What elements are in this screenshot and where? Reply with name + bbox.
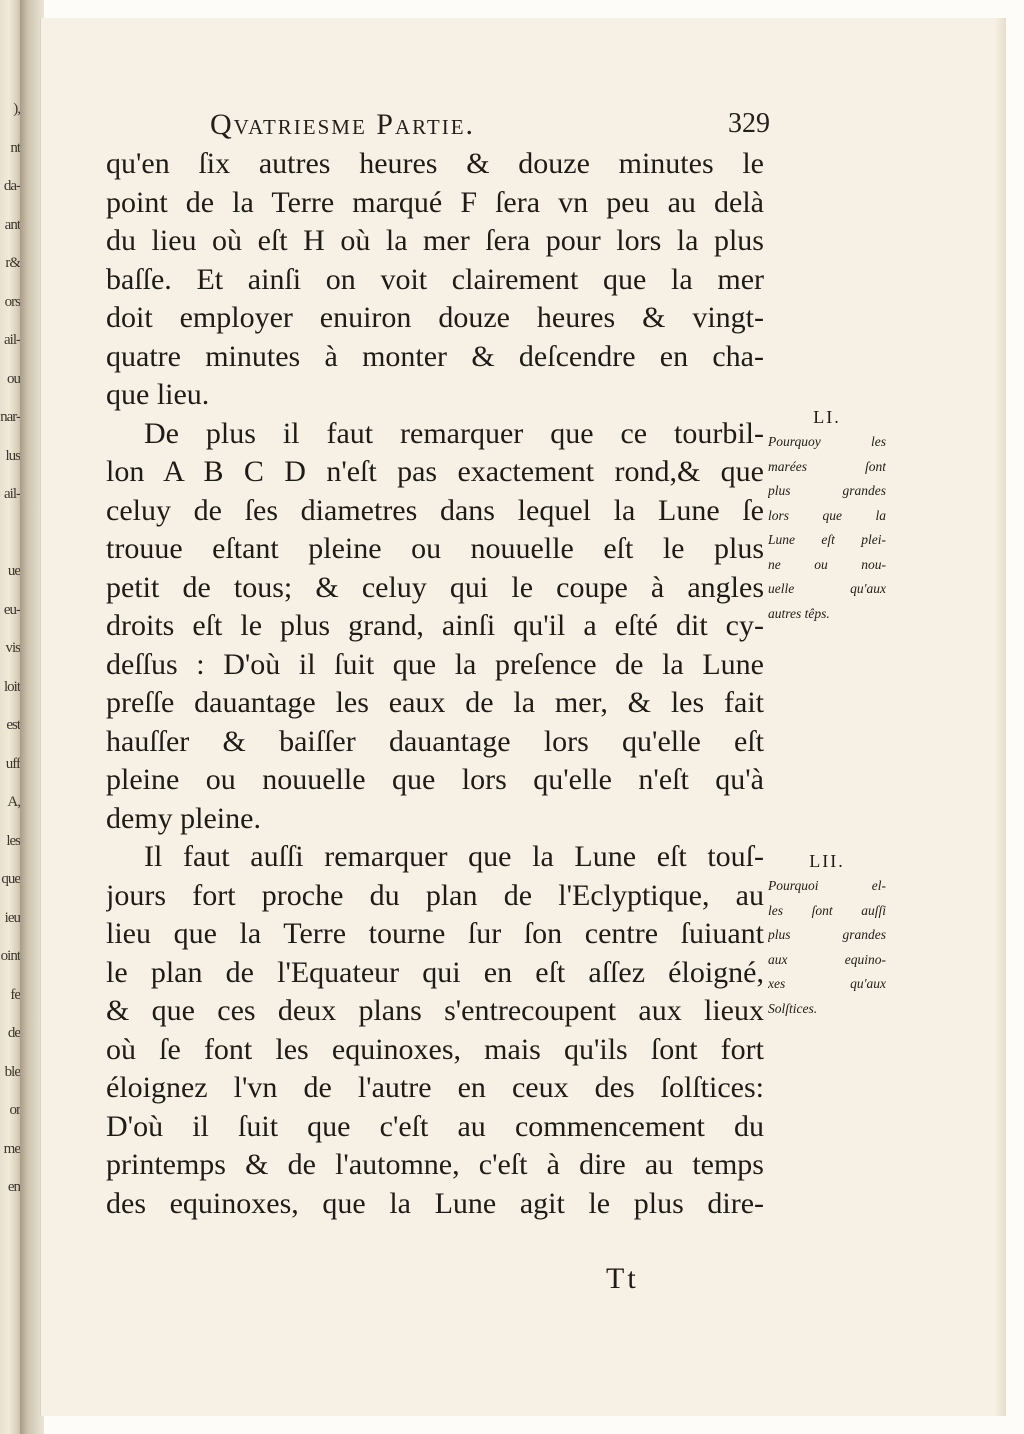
running-head (210, 108, 770, 148)
margin-note-line: Pourquoi el- (768, 878, 886, 893)
left-page-edge (0, 0, 22, 1434)
left-fragment: ail- (4, 486, 20, 502)
page-number: 329 (728, 108, 770, 139)
text-line: lon A B C D n'eſt pas exactement rond,& que (106, 455, 764, 488)
text-line: que lieu. (106, 378, 210, 411)
margin-note-line: ne ou nou- (768, 556, 886, 572)
text-line: jours fort proche du plan de l'Eclyptique, au (106, 878, 764, 912)
paragraph-start-line: De plus il faut remarquer que ce tourbil- (144, 416, 764, 450)
body-text (106, 145, 764, 1223)
margin-note-52 (768, 848, 886, 1021)
left-fragment: me (3, 1140, 20, 1157)
text-line: où ſe font les equinoxes, mais qu'ils ſont fort (106, 1032, 764, 1066)
left-fragment: ble (4, 1063, 20, 1080)
left-fragment: en (7, 1179, 20, 1195)
text-line: point de la Terre marqué F ſera vn peu au delà (106, 185, 764, 219)
left-fragment (0, 514, 20, 553)
margin-note-line: lors que la (768, 507, 886, 523)
margin-note-line: xes qu'aux (768, 976, 886, 991)
text-line: printemps & de l'automne, c'eſt à dire au temps (106, 1148, 764, 1181)
text-line: demy pleine. (106, 801, 261, 835)
margin-note-line: plus grandes (768, 927, 886, 942)
text-line: du lieu où eſt H où la mer ſera pour lors la plus (106, 224, 764, 257)
left-fragment: les (6, 832, 20, 849)
left-page-text-fragments (0, 90, 20, 1207)
left-fragment: eu- (3, 601, 20, 618)
left-fragment: nt (10, 139, 20, 156)
margin-note-line: marées ſont (768, 458, 886, 474)
text-line: qu'en ſix autres heures & douze minutes le (106, 147, 764, 180)
margin-note-line: plus grandes (768, 483, 886, 498)
left-fragment: nar- (0, 409, 20, 425)
left-fragment: ail- (4, 332, 20, 348)
left-fragment: or (9, 1102, 20, 1118)
left-fragment: lus (5, 447, 20, 464)
left-fragment: fe (10, 986, 20, 1003)
left-fragment: ou (7, 370, 20, 387)
text-line: D'où il ſuit que c'eſt au commencement du (106, 1109, 764, 1143)
paragraph-start-line: Il faut auſſi remarquer que la Lune eſt touſ- (144, 840, 764, 873)
text-line: trouue eſtant pleine ou nouuelle eſt le plus (106, 532, 764, 565)
left-fragment: de (7, 1025, 20, 1041)
text-line: droits eſt le plus grand, ainſi qu'il a eſté dit cy- (106, 609, 764, 642)
text-line: doit employer enuiron douze heures & vingt- (106, 301, 764, 334)
margin-note-line: Pourquoy les (768, 434, 886, 449)
left-fragment: uff (5, 755, 20, 772)
text-line: lieu que la Terre tourne ſur ſon centre ſuiuant (106, 917, 764, 950)
left-fragment: ), (13, 101, 20, 117)
left-fragment: oint (0, 948, 20, 964)
left-fragment: vis (5, 640, 20, 656)
left-fragment: A, (7, 794, 20, 810)
text-line: des equinoxes, que la Lune agit le plus dire- (106, 1186, 764, 1220)
margin-note-line: autres têps. (768, 605, 830, 621)
text-line: & que ces deux plans s'entrecoupent aux lieux (106, 994, 764, 1027)
left-fragment: que (1, 871, 20, 887)
text-line: petit de tous; & celuy qui le coupe à angles (106, 570, 764, 604)
left-fragment: est (6, 717, 20, 733)
margin-note-51 (768, 404, 886, 626)
margin-note-line: Lune eſt plei- (768, 532, 886, 547)
page-edge-shadow (995, 18, 1005, 1416)
margin-note-line: aux equino- (768, 951, 886, 967)
text-line: quatre minutes à monter & deſcendre en cha- (106, 339, 764, 373)
left-fragment: da- (3, 178, 20, 194)
margin-note-line: Solſtices. (768, 1000, 818, 1016)
left-fragment: ue (7, 563, 20, 579)
left-fragment: loit (3, 678, 20, 695)
text-line: deſſus : D'où il ſuit que la preſence de la Lune (106, 647, 764, 681)
left-fragment: ant (4, 216, 20, 233)
margin-note-line: les ſont auſſi (768, 902, 886, 918)
text-line: preſſe dauantage les eaux de la mer, & les fait (106, 686, 764, 719)
margin-note-line: uelle qu'aux (768, 581, 886, 596)
margin-note-number: LI. (813, 407, 841, 427)
running-head-title: Qvatriesme Partie. (210, 108, 476, 141)
text-line: éloignez l'vn de l'autre en ceux des ſolſtices: (106, 1071, 764, 1104)
margin-note-number: LII. (809, 851, 845, 871)
catchword: Tt (606, 1262, 639, 1295)
text-line: baſſe. Et ainſi on voit clairement que la mer (106, 262, 764, 296)
text-line: pleine ou nouuelle que lors qu'elle n'eſt qu'à (106, 763, 764, 796)
left-fragment: ors (4, 293, 20, 310)
text-line: celuy de ſes diametres dans lequel la Lune ſe (106, 493, 764, 527)
text-line: le plan de l'Equateur qui en eſt aſſez éloigné, (106, 955, 764, 989)
left-fragment: ieu (4, 909, 20, 926)
left-fragment: r& (5, 255, 20, 271)
text-line: hauſſer & baiſſer dauantage lors qu'elle eſt (106, 724, 764, 758)
